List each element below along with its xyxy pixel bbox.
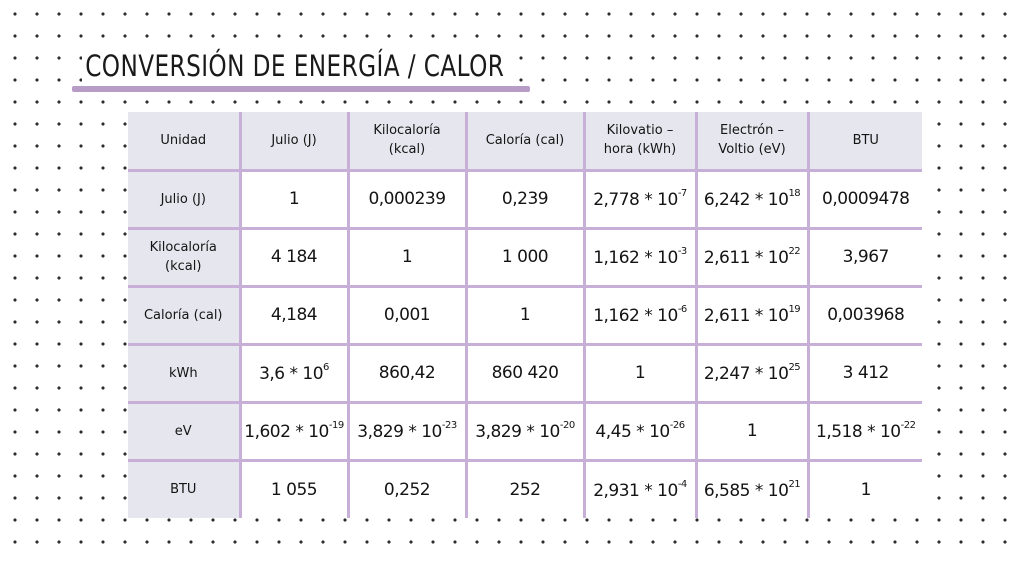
- column-header-kilovatio-hora-kwh: [584, 112, 696, 170]
- cell-value: 3,6 * 10: [259, 364, 324, 384]
- table-cell: [584, 170, 696, 228]
- table-cell: [348, 228, 466, 286]
- cell-value: 860,42: [378, 363, 436, 383]
- cell-value: 3,829 * 10: [357, 422, 442, 442]
- table-cell: [696, 402, 808, 460]
- table-cell: [240, 460, 348, 518]
- page-title: CONVERSIÓN DE ENERGÍA / CALOR: [82, 46, 508, 86]
- table-cell: [348, 344, 466, 402]
- column-header-line: (kcal): [388, 142, 426, 158]
- row-header-line: eV: [174, 423, 192, 439]
- table-cell: [348, 170, 466, 228]
- table-row: [128, 344, 922, 402]
- cell-exponent: -6: [677, 304, 687, 315]
- cell-value: 2,611 * 10: [703, 306, 789, 326]
- table-cell: [240, 286, 348, 344]
- table-cell: [808, 344, 922, 402]
- cell-value: 0,252: [383, 479, 431, 500]
- cell-value: 4,45 * 10: [595, 422, 670, 442]
- column-header-line: Voltio (eV): [718, 142, 786, 158]
- table-row: [128, 228, 922, 286]
- table-cell: [808, 286, 922, 344]
- table-cell: [240, 402, 348, 460]
- cell-value: 860 420: [491, 363, 559, 383]
- table-cell: [466, 460, 584, 518]
- table-cell: [240, 344, 348, 402]
- table-cell: [466, 228, 584, 286]
- cell-exponent: -20: [559, 420, 575, 431]
- column-header-btu: [808, 112, 922, 170]
- cell-exponent: 6: [323, 362, 329, 373]
- cell-exponent: -19: [328, 420, 344, 431]
- table-cell: [696, 228, 808, 286]
- table-row: [128, 170, 922, 228]
- cell-value: 1: [746, 421, 758, 441]
- cell-value: 252: [509, 479, 541, 500]
- table-row: [128, 460, 922, 518]
- table-cell: [696, 170, 808, 228]
- row-header-line: Kilocaloría: [149, 240, 217, 255]
- row-header-line: BTU: [170, 482, 197, 498]
- cell-value: 3 412: [842, 363, 889, 383]
- row-header-julio-j: [128, 170, 240, 228]
- cell-exponent: -7: [677, 188, 687, 199]
- cell-exponent: 22: [788, 246, 801, 257]
- cell-value: 0,000239: [368, 189, 446, 209]
- cell-value: 0,001: [383, 305, 431, 325]
- table-cell: [808, 460, 922, 518]
- table-cell: [240, 228, 348, 286]
- table-cell: [348, 286, 466, 344]
- row-header-kilocaloria-kcal: [128, 228, 240, 286]
- cell-exponent: -3: [677, 246, 687, 257]
- table-cell: [584, 402, 696, 460]
- cell-value: 0,0009478: [822, 189, 910, 209]
- cell-exponent: -4: [677, 478, 687, 490]
- table-cell: [348, 460, 466, 518]
- column-header-line: hora (kWh): [603, 142, 677, 158]
- conversion-table: [128, 112, 922, 518]
- column-header-kilocaloria-kcal: [348, 112, 466, 170]
- table-cell: [808, 228, 922, 286]
- table-cell: [584, 286, 696, 344]
- row-header-line: kWh: [168, 365, 198, 381]
- table-cell: [808, 170, 922, 228]
- cell-exponent: -22: [900, 420, 916, 431]
- cell-value: 0,003968: [827, 305, 905, 325]
- corner-header: Unidad: [128, 112, 240, 170]
- table-cell: [584, 344, 696, 402]
- column-header-line: Electrón –: [720, 123, 784, 139]
- table-cell: [466, 286, 584, 344]
- cell-value: 6,242 * 10: [703, 190, 789, 210]
- table-cell: [696, 344, 808, 402]
- table-cell: [348, 402, 466, 460]
- row-header-line: (kcal): [165, 259, 202, 274]
- cell-exponent: -26: [669, 420, 685, 431]
- cell-value: 1: [519, 305, 531, 325]
- row-header-caloria-cal: [128, 286, 240, 344]
- cell-value: 1 055: [270, 479, 318, 500]
- header-row: [128, 112, 922, 170]
- table-cell: [240, 170, 348, 228]
- table-cell: [696, 286, 808, 344]
- cell-value: 4,184: [270, 305, 318, 325]
- cell-value: 1: [860, 479, 871, 500]
- cell-value: 1,602 * 10: [244, 422, 329, 442]
- table-cell: [584, 460, 696, 518]
- table-cell: [584, 228, 696, 286]
- cell-exponent: 18: [788, 188, 801, 199]
- cell-exponent: 25: [788, 362, 801, 373]
- row-header-ev: [128, 402, 240, 460]
- row-header-btu: [128, 460, 240, 518]
- column-header-electron-voltio-ev: [696, 112, 808, 170]
- cell-exponent: 19: [788, 304, 801, 315]
- column-header-julio-j: [240, 112, 348, 170]
- cell-value: 1: [288, 189, 300, 209]
- cell-value: 1: [634, 363, 646, 383]
- column-header-line: BTU: [852, 132, 879, 148]
- row-header-kwh: [128, 344, 240, 402]
- column-header-caloria-cal: [466, 112, 584, 170]
- row-header-line: Caloría (cal): [143, 307, 223, 323]
- cell-value: 2,931 * 10: [593, 480, 678, 501]
- cell-exponent: 21: [788, 478, 801, 490]
- table-cell: [466, 170, 584, 228]
- row-header-line: Julio (J): [160, 191, 206, 207]
- cell-value: 2,247 * 10: [703, 364, 789, 384]
- cell-value: 0,239: [501, 189, 549, 209]
- table-row: [128, 286, 922, 344]
- cell-value: 4 184: [270, 247, 318, 267]
- table-cell: [466, 344, 584, 402]
- table-row: [128, 402, 922, 460]
- cell-value: 1 000: [501, 247, 549, 267]
- cell-value: 1: [401, 247, 413, 267]
- table-cell: [696, 460, 808, 518]
- column-header-line: Kilocaloría: [373, 123, 441, 139]
- cell-value: 6,585 * 10: [703, 480, 789, 501]
- cell-exponent: -23: [441, 420, 457, 431]
- title-underline: [72, 86, 530, 92]
- table-cell: [808, 402, 922, 460]
- cell-value: 3,967: [842, 247, 889, 267]
- cell-value: 2,611 * 10: [703, 248, 789, 268]
- column-header-line: Caloría (cal): [485, 132, 565, 148]
- cell-value: 1,518 * 10: [816, 422, 901, 442]
- cell-value: 3,829 * 10: [475, 422, 560, 442]
- cell-value: 2,778 * 10: [593, 190, 678, 210]
- column-header-line: Kilovatio –: [606, 123, 674, 139]
- column-header-line: Julio (J): [271, 132, 317, 148]
- cell-value: 1,162 * 10: [593, 248, 678, 268]
- table-cell: [466, 402, 584, 460]
- cell-value: 1,162 * 10: [593, 306, 678, 326]
